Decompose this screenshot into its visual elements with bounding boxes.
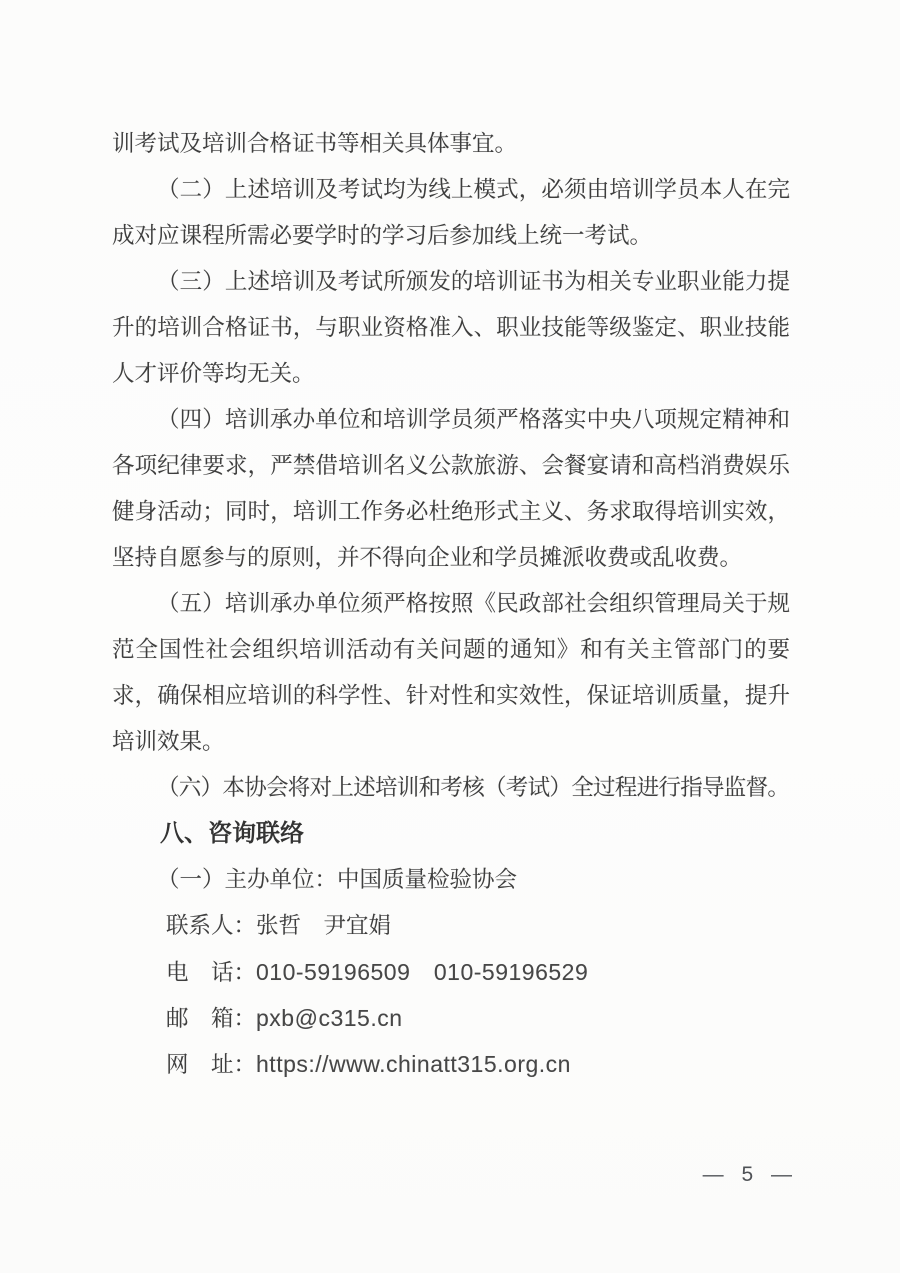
contact-label: 电 话： [166,960,257,985]
organizer-line: （一）主办单位：中国质量检验协会 [157,867,518,892]
document-line: （五）培训承办单位须严格按照《民政部社会组织管理局关于规 [157,591,790,616]
document-line: 范全国性社会组织培训活动有关问题的通知》和有关主管部门的要 [112,637,790,662]
text-column [112,121,790,1087]
document-line: （三）上述培训及考试所颁发的培训证书为相关专业职业能力提 [157,269,790,294]
document-line: （二）上述培训及考试均为线上模式，必须由培训学员本人在完 [157,177,790,202]
document-line: 坚持自愿参与的原则，并不得向企业和学员摊派收费或乱收费。 [112,545,743,570]
document-line: （六）本协会将对上述培训和考核（考试）全过程进行指导监督。 [157,775,790,800]
page-number: — 5 — [702,1163,794,1186]
contact-value: https://www.chinatt315.org.cn [256,1051,571,1077]
document-line: 健身活动；同时，培训工作务必杜绝形式主义、务求取得培训实效， [112,499,790,524]
contact-value: 010-59196509 010-59196529 [256,959,589,985]
contact-line [112,949,790,995]
contact-label: 邮 箱： [166,1006,257,1031]
document-line: 成对应课程所需必要学时的学习后参加线上统一考试。 [112,223,653,248]
document-line: 各项纪律要求，严禁借培训名义公款旅游、会餐宴请和高档消费娱乐 [112,453,790,478]
document-line: 人才评价等均无关。 [112,361,315,386]
document-line: 培训效果。 [112,729,225,754]
contact-line [112,995,790,1041]
contact-label: 网 址： [166,1052,257,1077]
document-line: （四）培训承办单位和培训学员须严格落实中央八项规定精神和 [157,407,790,432]
document-line: 升的培训合格证书，与职业资格准入、职业技能等级鉴定、职业技能 [112,315,790,340]
document-line: 训考试及培训合格证书等相关具体事宜。 [112,131,518,156]
section-heading: 八、咨询联络 [160,820,304,847]
contact-value: 张哲 尹宜娟 [256,913,392,938]
document-line: 求，确保相应培训的科学性、针对性和实效性，保证培训质量，提升 [112,683,790,708]
contact-value: pxb@c315.cn [256,1005,403,1031]
contact-line [112,903,790,949]
contact-label: 联系人： [166,913,257,938]
contact-line [112,1041,790,1087]
